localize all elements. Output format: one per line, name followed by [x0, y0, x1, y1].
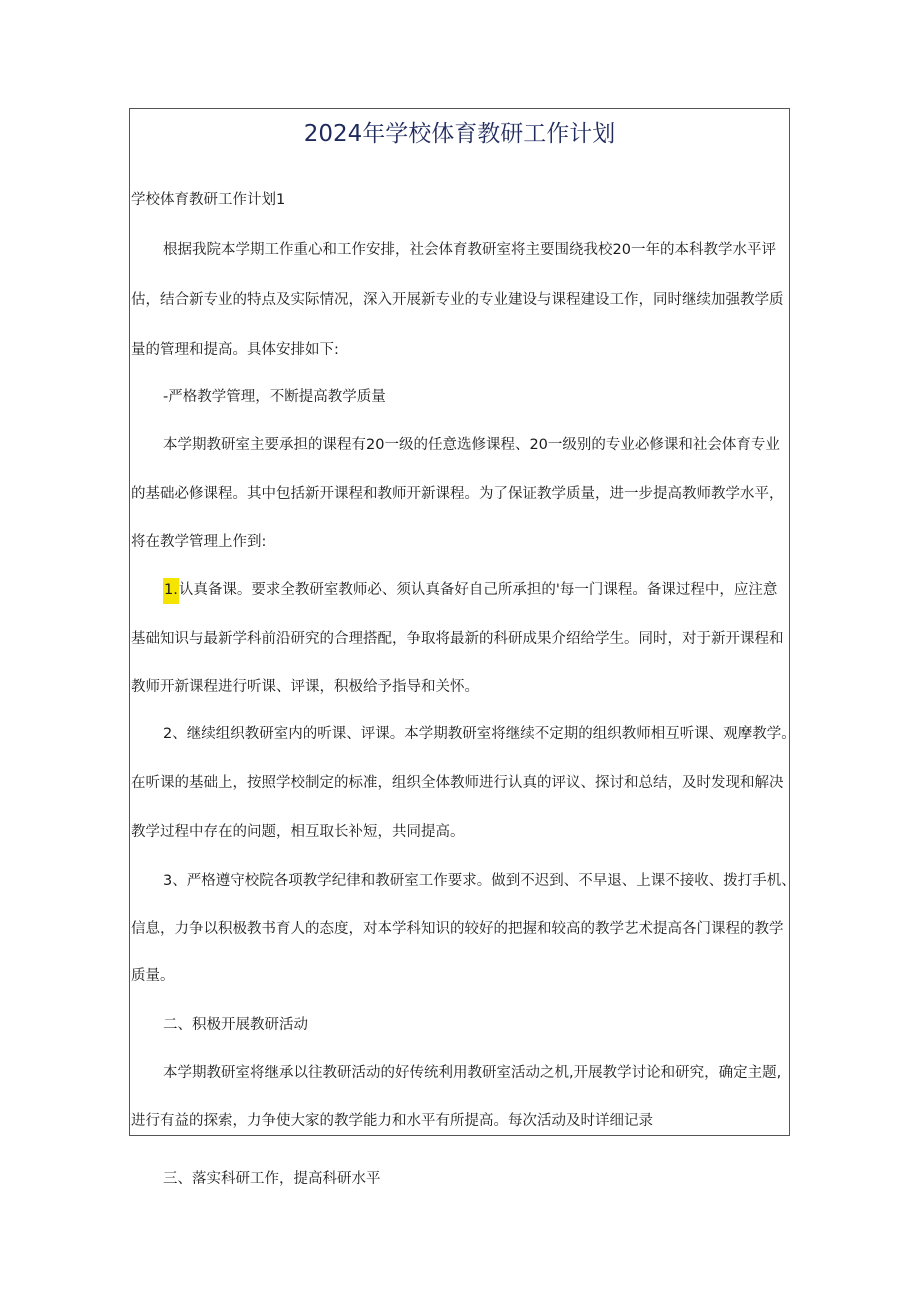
item1-number-highlight: 1. [163, 578, 179, 604]
item2-line-1: 2、继续组织教研室内的听课、评课。本学期教研室将继续不定期的组织教师相互听课、观摩教学。 [163, 726, 796, 742]
intro-line-2: 估，结合新专业的特点及实际情况，深入开展新专业的专业建设与课程建设工作，同时继续加强教学质 [131, 292, 784, 308]
section2-body-line-1: 本学期教研室将继承以往教研活动的好传统利用教研室活动之机,开展教学讨论和研究，确定主题, [163, 1065, 782, 1081]
item1-first-line-text: 认真备课。要求全教研室教师必、须认真备好自己所承担的'每一门课程。备课过程中，应注意 [178, 582, 778, 598]
item2-line-2: 在听课的基础上，按照学校制定的标准，组织全体教师进行认真的评议、探讨和总结，及时发现和解决 [131, 775, 784, 791]
section1-intro-line-2: 的基础必修课程。其中包括新开课程和教师开新课程。为了保证教学质量，进一步提高教师教学水平， [131, 486, 784, 502]
section1-intro-line-3: 将在教学管理上作到: [131, 534, 267, 550]
subtitle: 学校体育教研工作计划1 [131, 192, 286, 208]
item3-line-2: 信息，力争以积极教书育人的态度，对本学科知识的较好的把握和较高的教学艺术提高各门课程的教学 [131, 921, 784, 937]
item1-line-1 [163, 580, 777, 600]
section2-heading: 二、积极开展教研活动 [163, 1017, 308, 1033]
item3-line-1: 3、严格遵守校院各项教学纪律和教研室工作要求。做到不迟到、不早退、上课不接收、拨打手机、 [163, 873, 796, 889]
intro-line-3: 量的管理和提高。具体安排如下: [131, 342, 339, 358]
item2-line-3: 教学过程中存在的问题，相互取长补短，共同提高。 [131, 824, 465, 840]
item1-line-3: 教师开新课程进行听课、评课，积极给予指导和关怀。 [131, 679, 479, 695]
section3-heading: 三、落实科研工作，提高科研水平 [163, 1171, 381, 1187]
section1-intro-line-1: 本学期教研室主要承担的课程有20一级的任意选修课程、20一级别的专业必修课和社会体育专业 [163, 437, 780, 453]
document-frame [129, 108, 790, 1136]
item1-line-2: 基础知识与最新学科前沿研究的合理搭配，争取将最新的科研成果介绍给学生。同时，对于新开课程和 [131, 631, 784, 647]
item3-line-3: 质量。 [131, 968, 175, 984]
section2-body-line-2: 进行有益的探索，力争使大家的教学能力和水平有所提高。每次活动及时详细记录 [131, 1113, 653, 1129]
section1-heading: -严格教学管理，不断提高教学质量 [163, 389, 386, 405]
document-title: 2024年学校体育教研工作计划 [303, 121, 616, 147]
intro-line-1: 根据我院本学期工作重心和工作安排，社会体育教研室将主要围绕我校20一年的本科教学水平评 [163, 242, 776, 258]
